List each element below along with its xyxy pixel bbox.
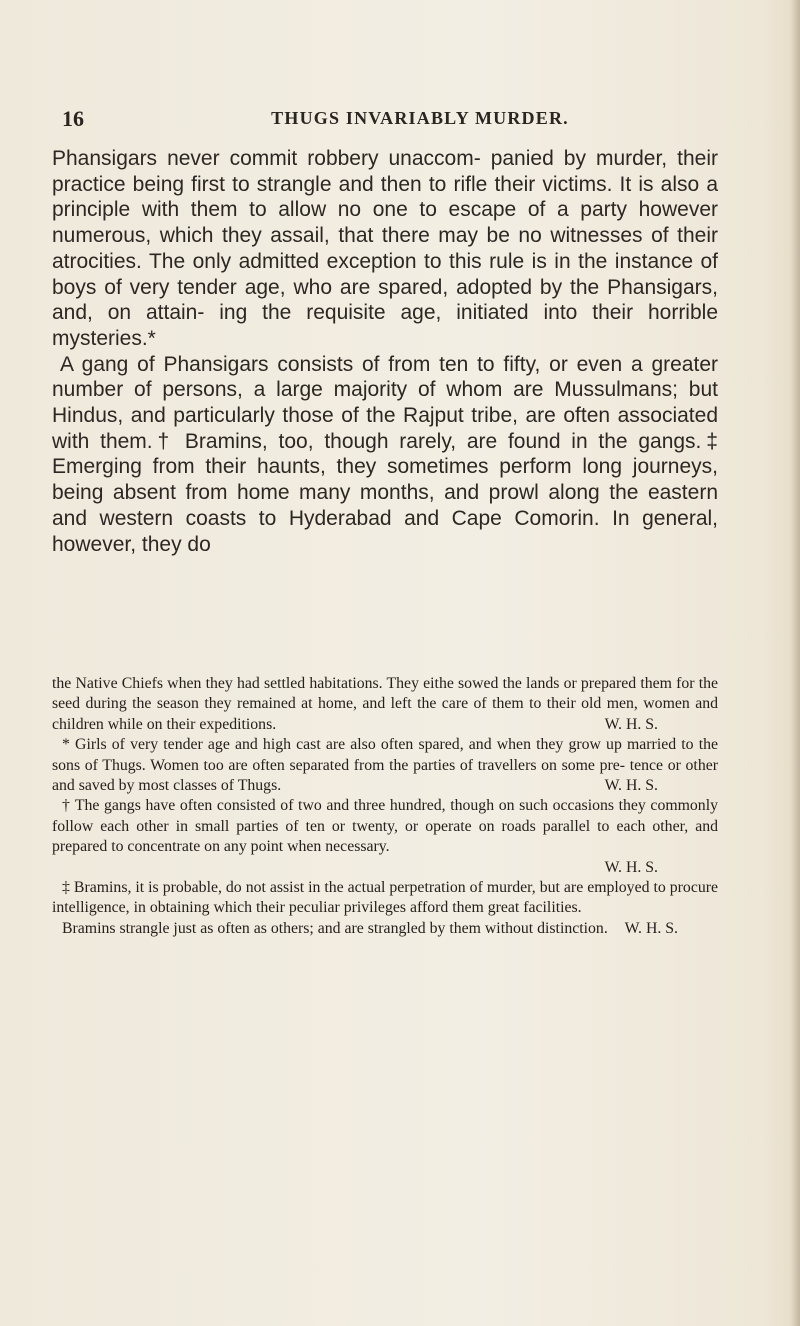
footnote-dagger-signature: W. H. S. (604, 858, 658, 876)
body-paragraph-1: Phansigars never commit robbery unaccom- panied by murder, their practice being first to strangle and then to rifle their victims. It is also a principle with them to allow no one to escape of a party however numerous, which they assail, that there may be no witnesses of their atrocities. The only admitted exception to this rule is in the instance of boys of very tender age, who are spared, adopted by the Phansigars, and, on attain- ing the requisite age, initiated into their horrible mysteries.* (52, 147, 718, 350)
footnote-continuation (52, 674, 718, 735)
footnote-dagger (52, 796, 718, 857)
page-edge-shadow (790, 0, 800, 1326)
footnote-double-dagger: ‡ Bramins, it is probable, do not assist in the actual perpetration of murder, but are employed to procure intelligence, in obtaining which their peculiar privileges afford them great facilities. (52, 879, 718, 917)
footnote-continuation-signature: W. H. S. (604, 715, 658, 733)
footnote-continuation-text: the Native Chiefs when they had settled habitations. They eithe sowed the lands or prepared them for the seed during the season they remained at home, and left the care of them to their old men, women and children while on their expeditions. (52, 675, 718, 733)
footnote-star-text: * Girls of very tender age and high cast are also often spared, and when they grow up married to the sons of Thugs. Women too are often separated from the parties of travellers on some pre- tence or other and saved by most classes of Thugs. (52, 736, 718, 795)
footnote-star (52, 735, 718, 796)
footnote-double-dagger-signature: W. H. S. (624, 919, 678, 937)
footnote-star-signature: W. H. S. (604, 777, 658, 795)
footnote-dagger-text: † The gangs have often consisted of two and three hundred, though on such occasions they commonly follow each other in small parties of ten or twenty, or operate on roads parallel to each other, and prepared to concentrate on any point when necessary. (52, 797, 718, 856)
running-head: THUGS INVARIABLY MURDER. (271, 108, 569, 128)
footnote-double-dagger-addendum-text: Bramins strangle just as often as others; and are strangled by them without distinction. (62, 919, 608, 937)
footnote-double-dagger-addendum (52, 919, 718, 939)
page-number: 16 (62, 106, 84, 131)
main-text (52, 146, 718, 557)
page-header (62, 106, 738, 136)
body-paragraph-2: A gang of Phansigars consists of from ten to fifty, or even a greater number of persons, a large majority of whom are Mussulmans; but Hindus, and particularly those of the Rajput tribe, are often associated with them.† Bramins, too, though rarely, are found in the gangs.‡ Emerging from their haunts, they sometimes perform long journeys, being absent from home many months, and prowl along the eastern and western coasts to Hyderabad and Cape Comorin. In general, however, they do (52, 352, 718, 556)
footnotes (52, 674, 718, 939)
